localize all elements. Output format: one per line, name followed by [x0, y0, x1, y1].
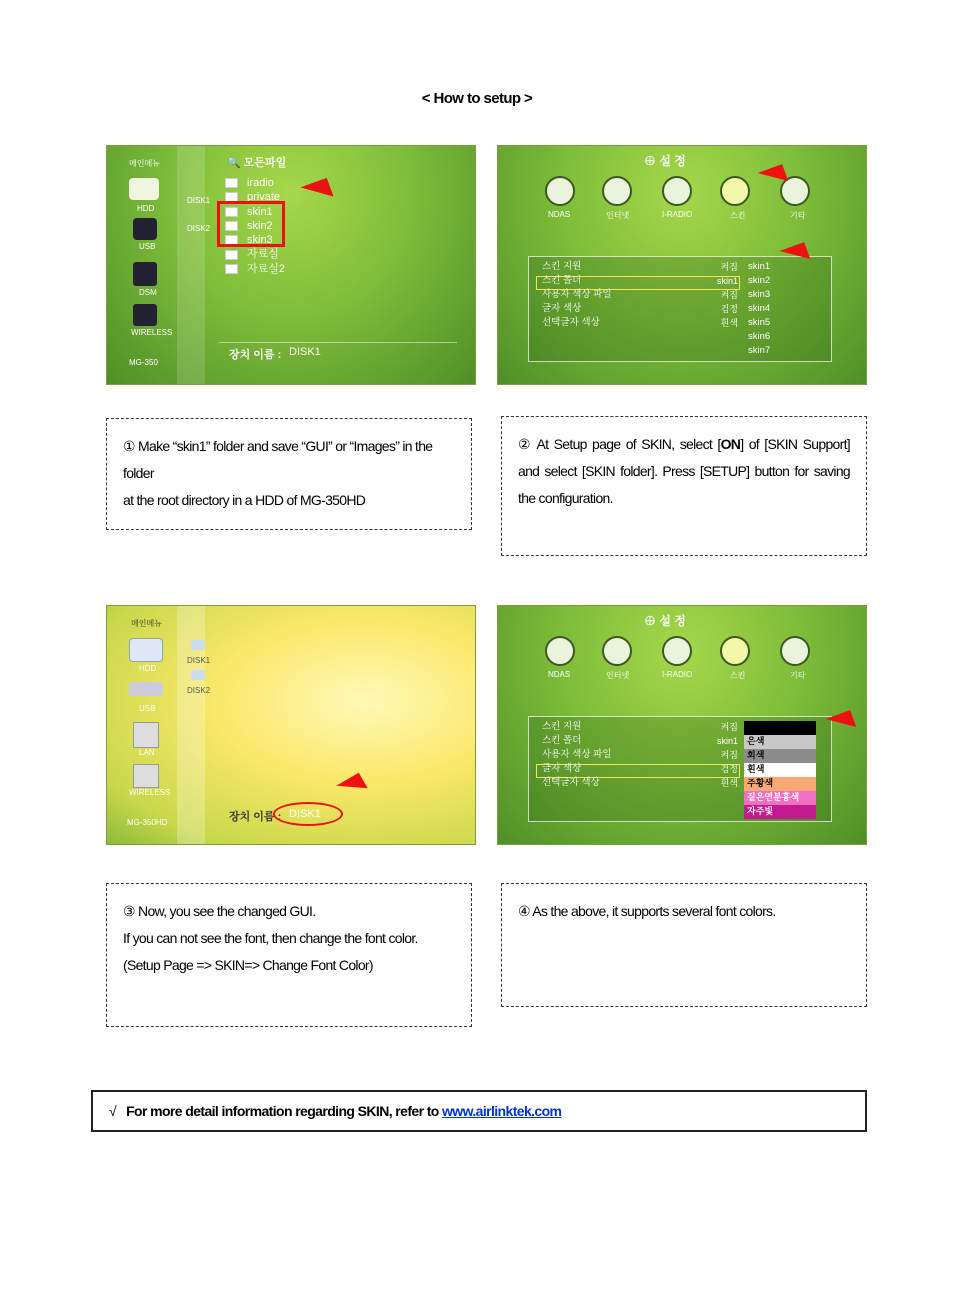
dsm-icon: [133, 262, 157, 286]
red-arrow-icon: [336, 773, 368, 802]
folder-item[interactable]: 자료실: [225, 247, 285, 261]
internet-icon[interactable]: [602, 636, 632, 666]
disk-label: DISK1: [187, 196, 211, 205]
color-option[interactable]: 주황색: [744, 777, 816, 791]
highlight-box: [217, 201, 285, 247]
disk-label: DISK2: [187, 686, 211, 695]
menu-label: 기타: [790, 671, 806, 680]
step-1-line: ① Make “skin1” folder and save “GUI” or “Images” in the folder: [123, 438, 433, 481]
note-text: For more detail information regarding SKIN, refer to: [126, 1103, 443, 1119]
menu-label: NDAS: [548, 210, 571, 219]
setting-value: skin1: [716, 276, 738, 286]
skin-option[interactable]: skin7: [748, 345, 771, 356]
screenshot-setup-skin: [497, 145, 867, 385]
device-label: LAN: [139, 748, 155, 757]
setting-label[interactable]: 사용자 색상 파일: [542, 749, 612, 760]
settings-list: [542, 720, 612, 790]
setting-value: skin1: [716, 736, 738, 746]
radio-icon[interactable]: [662, 176, 692, 206]
step-1-line: at the root directory in a HDD of MG-350HD: [123, 492, 366, 508]
setting-label[interactable]: 글자 색상: [542, 303, 582, 314]
folder-item[interactable]: 자료실2: [225, 262, 285, 276]
disk-icon: [191, 640, 205, 650]
all-files-header: 🔍 모든파일: [227, 157, 287, 169]
device-label: MG-350: [129, 358, 158, 367]
menu-label: NDAS: [548, 670, 571, 679]
disk-icon: [191, 670, 205, 680]
skin-option[interactable]: skin3: [748, 289, 771, 300]
device-name-value: DISK1: [289, 808, 321, 820]
color-option[interactable]: 은색: [744, 735, 816, 749]
setting-value: 검정: [720, 764, 738, 774]
color-option[interactable]: [744, 721, 816, 735]
folder-item[interactable]: iradio: [225, 176, 285, 190]
skin-list: [748, 260, 770, 358]
device-name-label: 장치 이름 :: [229, 349, 282, 361]
step-2-text: ] of [SKIN Support] and select [SKIN folder]. Press [SETUP] button for saving the configuration.: [518, 436, 850, 506]
internet-icon[interactable]: [602, 176, 632, 206]
radio-icon[interactable]: [662, 636, 692, 666]
setting-label[interactable]: 스킨 폴더: [542, 735, 582, 746]
setting-label[interactable]: 스킨 지원: [542, 721, 582, 732]
setting-label[interactable]: 사용자 색상 파일: [542, 289, 612, 300]
step-4-box: [501, 883, 867, 1007]
step-3-line: If you can not see the font, then change the font color.: [123, 930, 418, 946]
color-option[interactable]: 짙은연분홍색: [744, 791, 816, 805]
step-3-line: (Setup Page => SKIN=> Change Font Color): [123, 957, 373, 973]
ndas-icon[interactable]: [545, 636, 575, 666]
device-label: HDD: [137, 204, 155, 213]
device-label: WIRELESS: [129, 788, 171, 797]
disk-label: DISK2: [187, 224, 211, 233]
skin-option[interactable]: skin2: [748, 275, 771, 286]
setting-label[interactable]: 스킨 지원: [542, 261, 582, 272]
wireless-icon: [133, 764, 159, 788]
folder-item[interactable]: skin2: [225, 219, 285, 233]
step-3-box: [106, 883, 472, 1027]
red-arrow-icon: [300, 178, 333, 206]
red-arrow-icon: [826, 710, 857, 736]
ndas-icon[interactable]: [545, 176, 575, 206]
main-menu-label: 메인메뉴: [129, 159, 160, 168]
menu-label: 인터넷: [606, 671, 630, 680]
main-menu-label: 메인메뉴: [131, 619, 162, 628]
device-label: HDD: [139, 664, 157, 673]
screenshot-file-browser: [106, 145, 476, 385]
website-link[interactable]: www.airlinktek.com: [442, 1103, 562, 1119]
step-2-bold: ON: [720, 436, 741, 452]
setting-value: 흰색: [720, 778, 738, 788]
step-3-line: ③ Now, you see the changed GUI.: [123, 903, 316, 919]
skin-option[interactable]: skin1: [748, 261, 771, 272]
color-list: [744, 721, 816, 819]
skin-icon[interactable]: [720, 176, 750, 206]
menu-label: 스킨: [730, 211, 746, 220]
step-4-line: ④ As the above, it supports several font colors.: [518, 903, 776, 919]
disk-label: DISK1: [187, 656, 211, 665]
folder-item[interactable]: skin3: [225, 233, 285, 247]
check-icon: √: [109, 1103, 117, 1119]
setting-value: 켜짐: [720, 290, 738, 300]
setting-label[interactable]: 글자 색상: [542, 763, 582, 774]
step-1-box: [106, 418, 472, 530]
color-option[interactable]: 자주빛: [744, 805, 816, 819]
wireless-icon: [133, 304, 157, 326]
settings-values: [708, 720, 738, 790]
usb-icon: [129, 682, 163, 696]
etc-icon[interactable]: [780, 636, 810, 666]
step-2-box: [501, 416, 867, 556]
menu-label: 스킨: [730, 671, 746, 680]
skin-icon[interactable]: [720, 636, 750, 666]
skin-option[interactable]: skin4: [748, 303, 771, 314]
menu-label: I-RADIO: [662, 670, 693, 679]
setting-value: 켜짐: [720, 750, 738, 760]
highlight-ellipse: [273, 802, 343, 826]
setting-value: 흰색: [720, 318, 738, 328]
setup-header: ⊕ 설 정: [644, 154, 686, 168]
color-option[interactable]: 회색: [744, 749, 816, 763]
setting-value: 켜짐: [720, 722, 738, 732]
lan-icon: [133, 722, 159, 748]
device-label: USB: [139, 704, 156, 713]
hdd-icon: [129, 178, 159, 200]
setup-header: ⊕ 설 정: [644, 614, 686, 628]
settings-values: [708, 260, 738, 330]
skin-option[interactable]: skin5: [748, 317, 771, 328]
settings-list: [542, 260, 612, 330]
menu-label: 기타: [790, 211, 806, 220]
menu-label: 인터넷: [606, 211, 630, 220]
color-option[interactable]: 흰색: [744, 763, 816, 777]
device-label: MG-350HD: [127, 818, 168, 827]
screenshot-font-colors: [497, 605, 867, 845]
hdd-icon: [129, 638, 163, 662]
step-2-text: ② At Setup page of SKIN, select [: [518, 436, 721, 452]
screenshot-changed-gui: [106, 605, 476, 845]
setting-label[interactable]: 스킨 폴더: [542, 275, 582, 286]
device-name-value: DISK1: [289, 346, 321, 358]
setting-label[interactable]: 선택글자 색상: [542, 777, 600, 788]
device-name-label: 장치 이름 :: [229, 811, 282, 823]
folder-item[interactable]: private: [225, 190, 285, 204]
folder-item[interactable]: skin1: [225, 205, 285, 219]
setting-value: 검정: [720, 304, 738, 314]
setting-value: 켜짐: [720, 262, 738, 272]
info-note: [91, 1090, 867, 1132]
skin-option[interactable]: skin6: [748, 331, 771, 342]
device-label: USB: [139, 242, 156, 251]
device-label: DSM: [139, 288, 157, 297]
menu-label: I-RADIO: [662, 210, 693, 219]
device-label: WIRELESS: [131, 328, 173, 337]
page-title: < How to setup >: [421, 90, 533, 107]
setting-label[interactable]: 선택글자 색상: [542, 317, 600, 328]
usb-icon: [133, 218, 157, 240]
